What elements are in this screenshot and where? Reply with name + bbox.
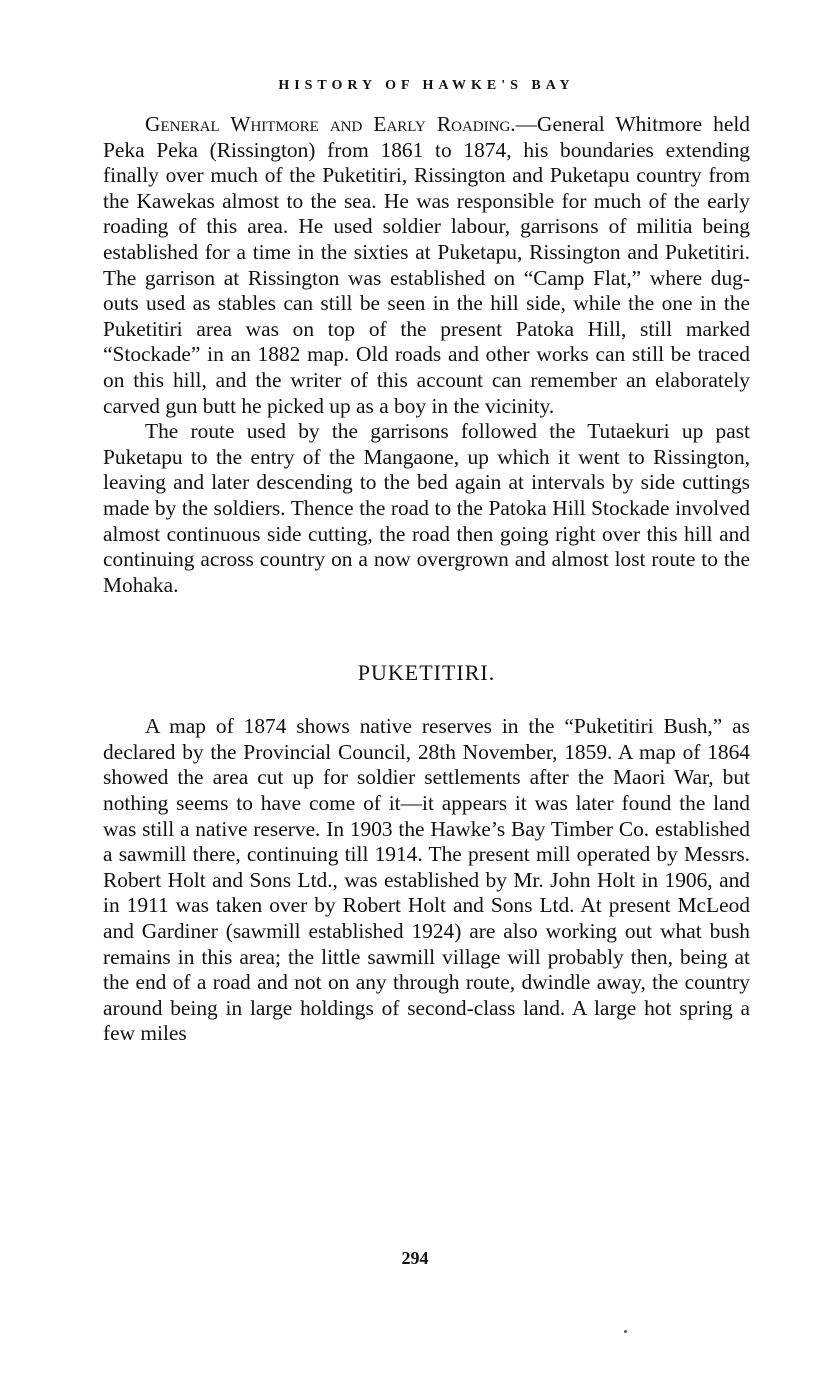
section-lead-in: General Whitmore and Early Roading. [145,112,516,136]
section-heading-puketitiri: PUKETITIRI. [357,660,496,686]
page-number: 294 [401,1248,429,1268]
paragraph-puketitiri: A map of 1874 shows native reserves in the “Puketitiri Bush,” as declared by the Provincial Council, 28th November, 1859. A map of 1864 showed the area cut up for soldier settlements after the Maori War, but nothing seems to have come of it—it appears it was later found the land was still a native reserve. In 1903 the Hawke’s Bay Timber Co. established a sawmill there, continuing till 1914. The present mill operated by Messrs. Robert Holt and Sons Ltd., was established by Mr. John Holt in 1906, and in 1911 was taken over by Robert Holt and Sons Ltd. At present McLeod and Gardiner (sawmill established 1924) are also working out what bush remains in this area; the little sawmill village will probably then, being at the end of a road and not on any through route, dwindle away, the country around being in large holdings of second-class land. A large hot spring a few miles [103,714,750,1046]
paragraph-whitmore [103,112,750,419]
book-page [103,78,750,1047]
print-speck [624,1330,627,1333]
paragraph-text: —General Whitmore held Peka Peka (Rissington) from 1861 to 1874, his boundaries extending finally over much of the Puketitiri, Rissington and Puketapu country from the Kawekas almost to the sea. He was responsible for much of the early roading of this area. He used soldier labour, garrisons of militia being established for a time in the sixties at Puketapu, Rissington and Puketitiri. The garrison at Rissington was established on “Camp Flat,” where dug-outs used as stables can still be seen in the hill side, while the one in the Puketitiri area was on top of the present Patoka Hill, still marked “Stockade” in an 1882 map. Old roads and other works can still be traced on this hill, and the writer of this account can remember an elaborately carved gun butt he picked up as a boy in the vicinity. [103,112,750,418]
running-head: HISTORY OF HAWKE'S BAY [278,78,575,93]
paragraph-garrison-route: The route used by the garrisons followed the Tutaekuri up past Puketapu to the entry of the Mangaone, up which it went to Rissington, leaving and later descending to the bed again at intervals by side cuttings made by the soldiers. Thence the road to the Patoka Hill Stockade involved almost continuous side cutting, the road then going right over this hill and continuing across country on a now overgrown and almost lost route to the Mohaka. [103,419,750,597]
